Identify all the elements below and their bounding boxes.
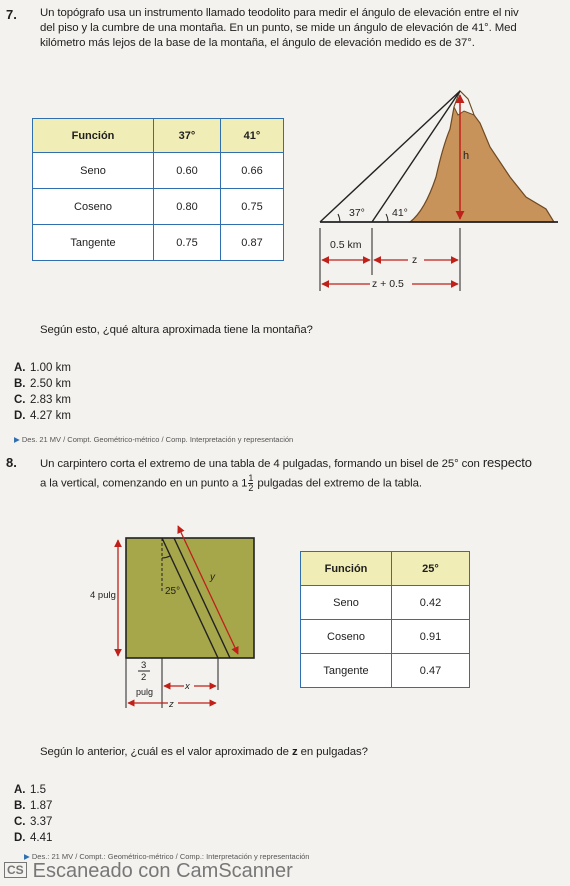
distance-total-label: z + 0.5 xyxy=(372,278,404,290)
q7-table-cell: 0.75 xyxy=(221,189,284,225)
q7-table-header: 41° xyxy=(221,119,284,153)
option-letter: C. xyxy=(14,816,26,828)
q7-table-cell: Seno xyxy=(33,153,154,189)
option-text: 2.83 km xyxy=(30,394,71,406)
option-text: 4.27 km xyxy=(30,410,71,422)
q7-meta xyxy=(14,435,293,444)
q7-options xyxy=(14,360,71,424)
q8-table-header: Función xyxy=(301,552,392,586)
frac-num: 3 xyxy=(141,660,147,671)
q8-statement-line2 xyxy=(40,474,570,493)
q7-option-c[interactable] xyxy=(14,392,71,408)
q8-table-cell: Coseno xyxy=(301,620,392,654)
option-text: 3.37 xyxy=(30,816,53,828)
angle-37-label: 37° xyxy=(349,207,365,219)
fraction-numerator: 1 xyxy=(248,473,254,483)
option-letter: B. xyxy=(14,378,26,390)
angle-41-label: 41° xyxy=(392,207,408,219)
q7-table-cell: Coseno xyxy=(33,189,154,225)
q8-table-header: 25° xyxy=(392,552,470,586)
option-letter: D. xyxy=(14,410,26,422)
q8-statement xyxy=(40,455,570,493)
q8-question-post: en pulgadas? xyxy=(297,746,368,758)
q8-question xyxy=(40,745,368,760)
option-letter: D. xyxy=(14,832,26,844)
q7-table-cell: 0.75 xyxy=(154,225,221,261)
camscanner-watermark xyxy=(4,860,293,883)
height-label: h xyxy=(463,150,470,162)
q7-option-b[interactable] xyxy=(14,376,71,392)
q8-fraction xyxy=(248,474,253,493)
q7-option-d[interactable] xyxy=(14,408,71,424)
option-letter: C. xyxy=(14,394,26,406)
q7-table-cell: 0.60 xyxy=(154,153,221,189)
q7-table-header: 37° xyxy=(154,119,221,153)
q8-table-cell: 0.91 xyxy=(392,620,470,654)
y-label: y xyxy=(210,572,215,583)
q8-option-c[interactable] xyxy=(14,814,52,830)
q7-trig-table xyxy=(32,118,284,261)
option-letter: B. xyxy=(14,800,26,812)
z-label: z xyxy=(169,699,174,710)
side-label: 4 pulg xyxy=(90,590,116,601)
q7-statement-line3: kilómetro más lejos de la base de la montaña, el ángulo de elevación medido es de 37°. xyxy=(40,37,475,49)
q8-statement-line1 xyxy=(40,455,570,472)
q8-line1-bold: respecto xyxy=(482,455,532,470)
q7-number: 7. xyxy=(6,7,17,22)
q8-table-cell: 0.42 xyxy=(392,586,470,620)
option-text: 1.87 xyxy=(30,800,53,812)
q7-table-header: Función xyxy=(33,119,154,153)
option-text: 1.5 xyxy=(30,784,46,796)
q8-line2-text: a la vertical, comenzando en un punto a 1 xyxy=(40,477,248,490)
board-figure xyxy=(88,518,266,712)
fraction-denominator: 2 xyxy=(248,483,254,493)
option-text: 1.00 km xyxy=(30,362,71,374)
q7-option-a[interactable] xyxy=(14,360,71,376)
q7-statement xyxy=(40,6,570,51)
distance-z-label: z xyxy=(412,254,418,266)
frac-unit: pulg xyxy=(136,687,154,697)
q7-table-cell: Tangente xyxy=(33,225,154,261)
q7-table-cell: 0.80 xyxy=(154,189,221,225)
q8-number: 8. xyxy=(6,455,17,470)
q7-table-cell: 0.66 xyxy=(221,153,284,189)
q8-question-text: Según lo anterior, ¿cuál es el valor aproximado de xyxy=(40,746,292,758)
option-letter: A. xyxy=(14,362,26,374)
q8-option-d[interactable] xyxy=(14,830,52,846)
frac-den: 2 xyxy=(141,672,147,683)
mountain-shape xyxy=(410,91,554,222)
q8-options xyxy=(14,782,52,846)
option-text: 2.50 km xyxy=(30,378,71,390)
watermark-text: Escaneado con CamScanner xyxy=(32,860,293,882)
bevel-angle-label: 25° xyxy=(165,586,181,597)
x-label: x xyxy=(185,681,190,692)
mountain-figure xyxy=(312,85,570,300)
q7-meta-text: Des. 21 MV / Compt. Geométrico-métrico / Comp. Interpretación y representación xyxy=(21,435,294,444)
q7-statement-line1: Un topógrafo usa un instrumento llamado teodolito para medir el ángulo de elevación entre el niv xyxy=(40,7,519,19)
q8-meta-text: Des.: 21 MV / Compt.: Geométrico-métrico / Comp.: Interpretación y representación xyxy=(31,852,310,861)
q8-line1-text: Un carpintero corta el extremo de una tabla de 4 pulgadas, formando un bisel de 25° con xyxy=(40,458,483,470)
q8-line2-post: pulgadas del extremo de la tabla. xyxy=(254,477,422,490)
q8-question-var: z xyxy=(291,746,298,758)
q8-table-cell: Tangente xyxy=(301,654,392,688)
q8-option-b[interactable] xyxy=(14,798,52,814)
q7-statement-line2: del piso y la cumbre de una montaña. En un punto, se mide un ángulo de elevación de 41°. Med xyxy=(40,22,517,34)
option-text: 4.41 xyxy=(30,832,53,844)
q8-option-a[interactable] xyxy=(14,782,52,798)
bullet-triangle-icon: ▶ xyxy=(24,852,30,861)
q7-table-cell: 0.87 xyxy=(221,225,284,261)
q8-trig-table xyxy=(300,551,470,688)
distance-05-label: 0.5 km xyxy=(330,239,362,251)
option-letter: A. xyxy=(14,784,26,796)
bullet-triangle-icon: ▶ xyxy=(14,435,20,444)
q7-question: Según esto, ¿qué altura aproximada tiene la montaña? xyxy=(40,324,313,336)
q8-table-cell: 0.47 xyxy=(392,654,470,688)
camscanner-logo: CS xyxy=(4,862,27,878)
q8-table-cell: Seno xyxy=(301,586,392,620)
